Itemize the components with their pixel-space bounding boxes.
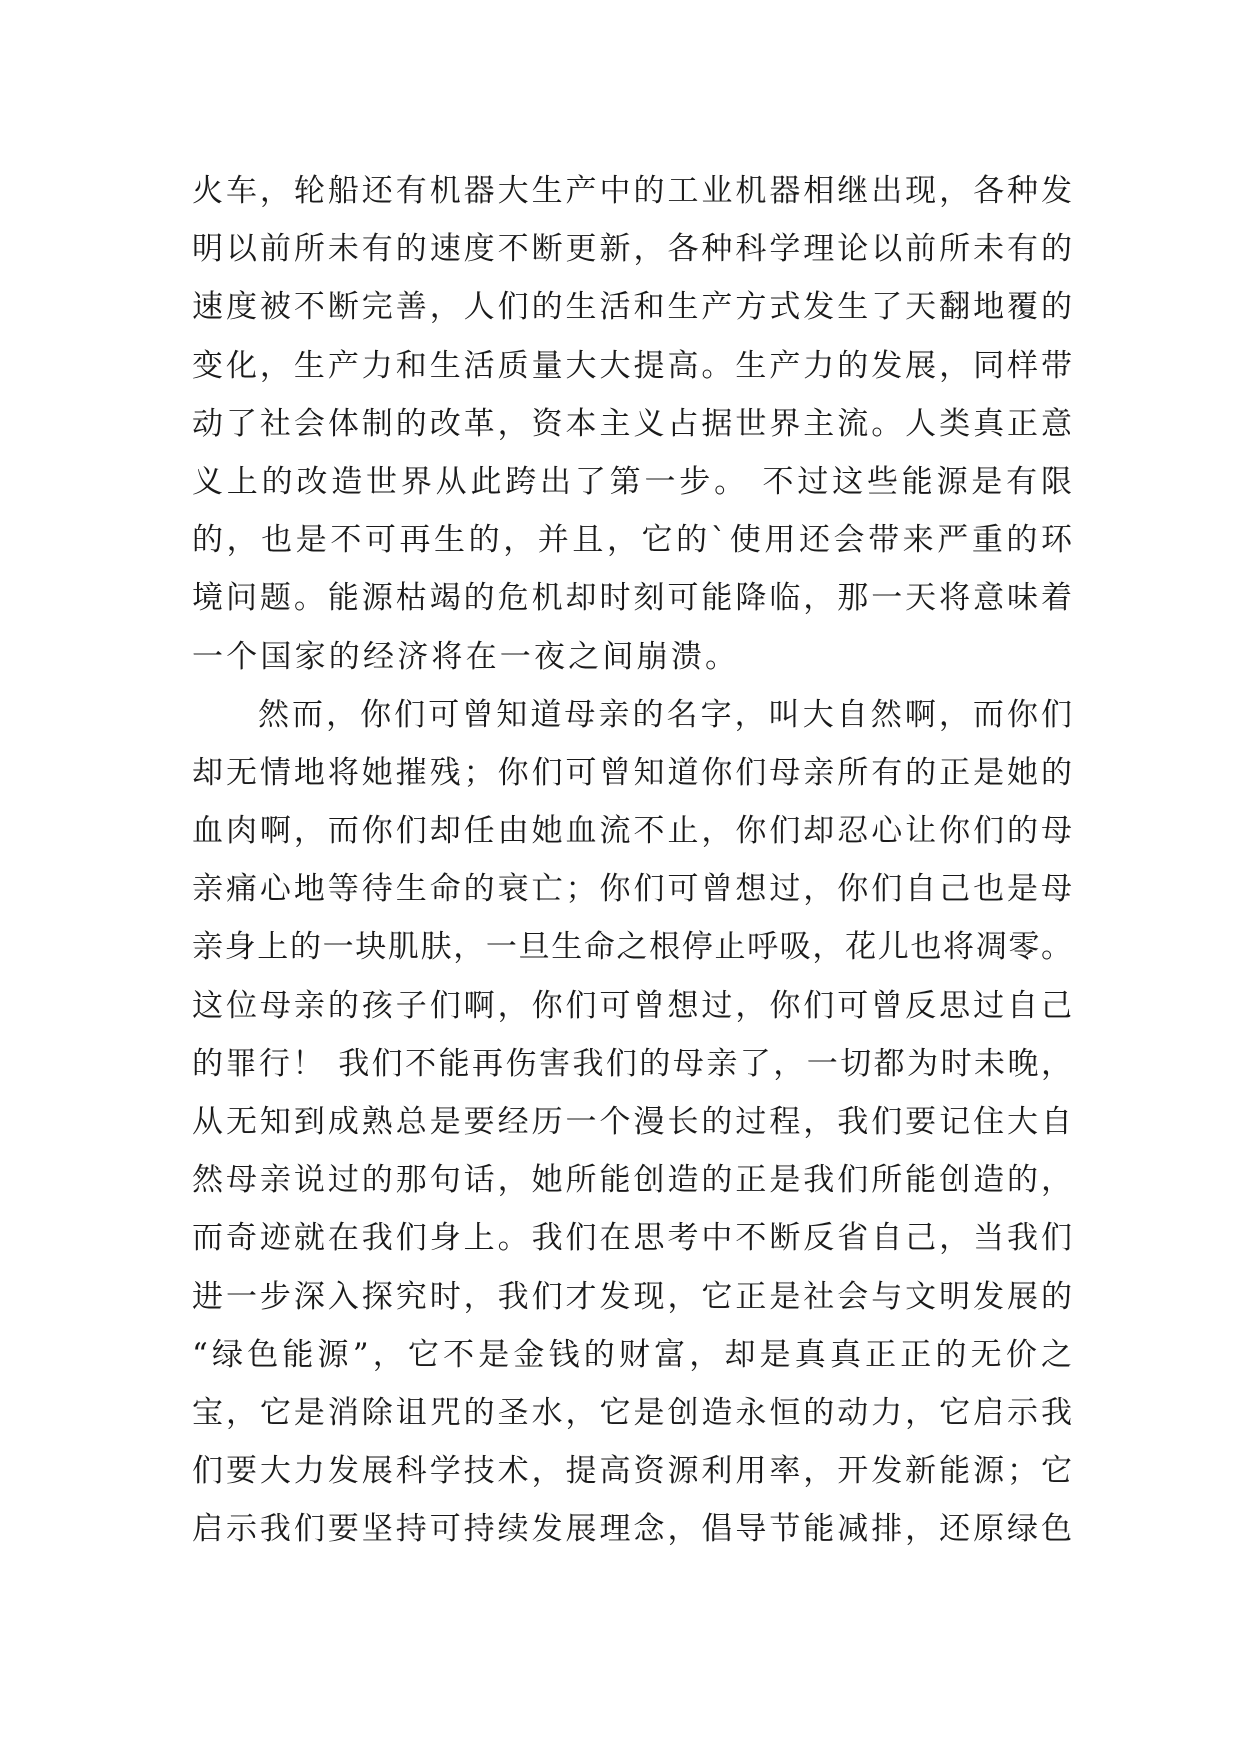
text-line: 动了社会体制的改革，资本主义占据世界主流。人类真正意 [192, 405, 1072, 442]
text-line: 境问题。能源枯竭的危机却时刻可能降临，那一天将意味着 [192, 580, 1072, 617]
text-line: 们要大力发展科学技术，提高资源利用率，开发新能源；它 [192, 1453, 1072, 1490]
text-line: 然母亲说过的那句话，她所能创造的正是我们所能创造的， [192, 1162, 1072, 1199]
text-line: 却无情地将她摧残；你们可曾知道你们母亲所有的正是她的 [192, 754, 1072, 791]
text-line: 宝，它是消除诅咒的圣水，它是创造永恒的动力，它启示我 [192, 1394, 1072, 1431]
text-line: 速度被不断完善，人们的生活和生产方式发生了天翻地覆的 [192, 289, 1072, 326]
text-line: 血肉啊，而你们却任由她血流不止，你们却忍心让你们的母 [192, 813, 1072, 850]
text-line: 的罪行！ 我们不能再伤害我们的母亲了，一切都为时未晚， [192, 1045, 1072, 1082]
text-line: 进一步深入探究时，我们才发现，它正是社会与文明发展的 [192, 1278, 1072, 1315]
text-line: 这位母亲的孩子们啊，你们可曾想过，你们可曾反思过自己 [192, 987, 1072, 1024]
text-line: “绿色能源”，它不是金钱的财富，却是真真正正的无价之 [192, 1336, 1072, 1373]
body-text [192, 162, 1072, 1559]
text-line: 启示我们要坚持可持续发展理念，倡导节能减排，还原绿色 [192, 1511, 1072, 1548]
text-line: 火车，轮船还有机器大生产中的工业机器相继出现，各种发 [192, 173, 1072, 209]
text-line: 而奇迹就在我们身上。我们在思考中不断反省自己，当我们 [192, 1220, 1072, 1257]
text-line: 的，也是不可再生的，并且，它的`使用还会带来严重的环 [192, 522, 1072, 559]
paragraph-start-line: 然而，你们可曾知道母亲的名字，叫大自然啊，而你们 [258, 696, 1072, 733]
text-line: 义上的改造世界从此跨出了第一步。 不过这些能源是有限 [192, 463, 1072, 500]
text-line: 亲痛心地等待生命的衰亡；你们可曾想过，你们自己也是母 [192, 871, 1072, 908]
text-line: 变化，生产力和生活质量大大提高。生产力的发展，同样带 [192, 347, 1072, 384]
text-line: 亲身上的一块肌肤，一旦生命之根停止呼吸，花儿也将凋零。 [192, 929, 1072, 966]
paragraph-end-line: 一个国家的经济将在一夜之间崩溃。 [192, 638, 740, 675]
text-line: 从无知到成熟总是要经历一个漫长的过程，我们要记住大自 [192, 1104, 1072, 1140]
text-line: 明以前所未有的速度不断更新，各种科学理论以前所未有的 [192, 231, 1072, 268]
